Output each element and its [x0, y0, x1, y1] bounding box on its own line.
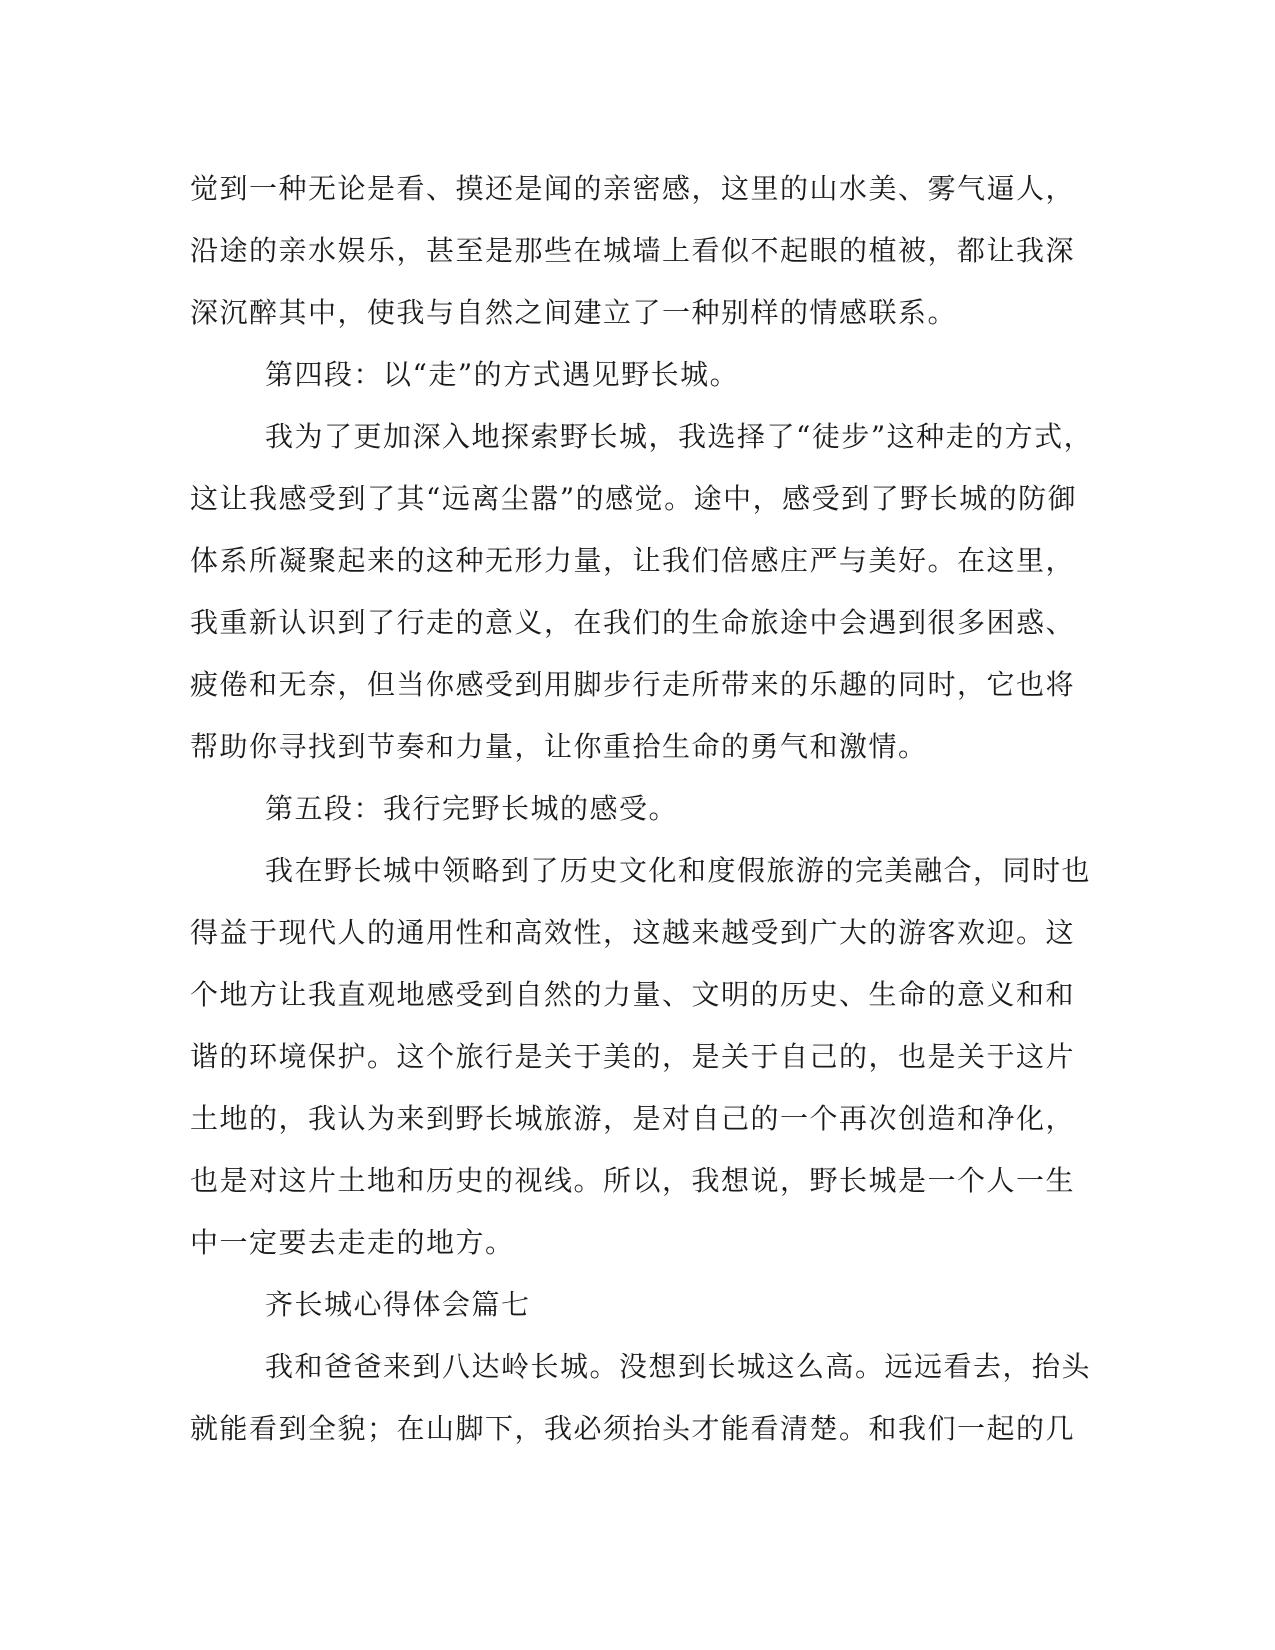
text-line: 帮助你寻找到节奏和力量，让你重拾生命的勇气和激情。	[190, 730, 928, 763]
text-line: 这让我感受到了其“远离尘嚣”的感觉。途中，感受到了野长城的防御	[190, 482, 1078, 515]
text-line: 也是对这片土地和历史的视线。所以，我想说，野长城是一个人一生	[190, 1164, 1076, 1197]
text-line: 觉到一种无论是看、摸还是闻的亲密感，这里的山水美、雾气逼人，	[190, 172, 1076, 205]
text-line: 体系所凝聚起来的这种无形力量，让我们倍感庄严与美好。在这里，	[190, 544, 1076, 577]
paragraph-start: 我和爸爸来到八达岭长城。没想到长城这么高。远远看去，抬头	[265, 1350, 1092, 1383]
article-title: 齐长城心得体会篇七	[265, 1288, 531, 1321]
paragraph-start: 我为了更加深入地探索野长城，我选择了“徒步”这种走的方式，	[265, 420, 1094, 453]
section-heading-5: 第五段：我行完野长城的感受。	[265, 792, 679, 825]
text-line: 中一定要去走走的地方。	[190, 1226, 515, 1259]
text-line: 得益于现代人的通用性和高效性，这越来越受到广大的游客欢迎。这	[190, 916, 1076, 949]
text-line: 深沉醉其中，使我与自然之间建立了一种别样的情感联系。	[190, 296, 958, 329]
text-line: 土地的，我认为来到野长城旅游，是对自己的一个再次创造和净化，	[190, 1102, 1076, 1135]
text-line: 就能看到全貌；在山脚下，我必须抬头才能看清楚。和我们一起的几	[190, 1412, 1076, 1445]
paragraph-start: 我在野长城中领略到了历史文化和度假旅游的完美融合，同时也	[265, 854, 1092, 887]
text-line: 谐的环境保护。这个旅行是关于美的，是关于自己的，也是关于这片	[190, 1040, 1076, 1073]
text-line: 我重新认识到了行走的意义，在我们的生命旅途中会遇到很多困惑、	[190, 606, 1076, 639]
document-body	[190, 158, 1094, 1460]
text-line: 疲倦和无奈，但当你感受到用脚步行走所带来的乐趣的同时，它也将	[190, 668, 1076, 701]
text-line: 个地方让我直观地感受到自然的力量、文明的历史、生命的意义和和	[190, 978, 1076, 1011]
section-heading-4: 第四段：以“走”的方式遇见野长城。	[265, 358, 740, 391]
text-line: 沿途的亲水娱乐，甚至是那些在城墙上看似不起眼的植被，都让我深	[190, 234, 1076, 267]
